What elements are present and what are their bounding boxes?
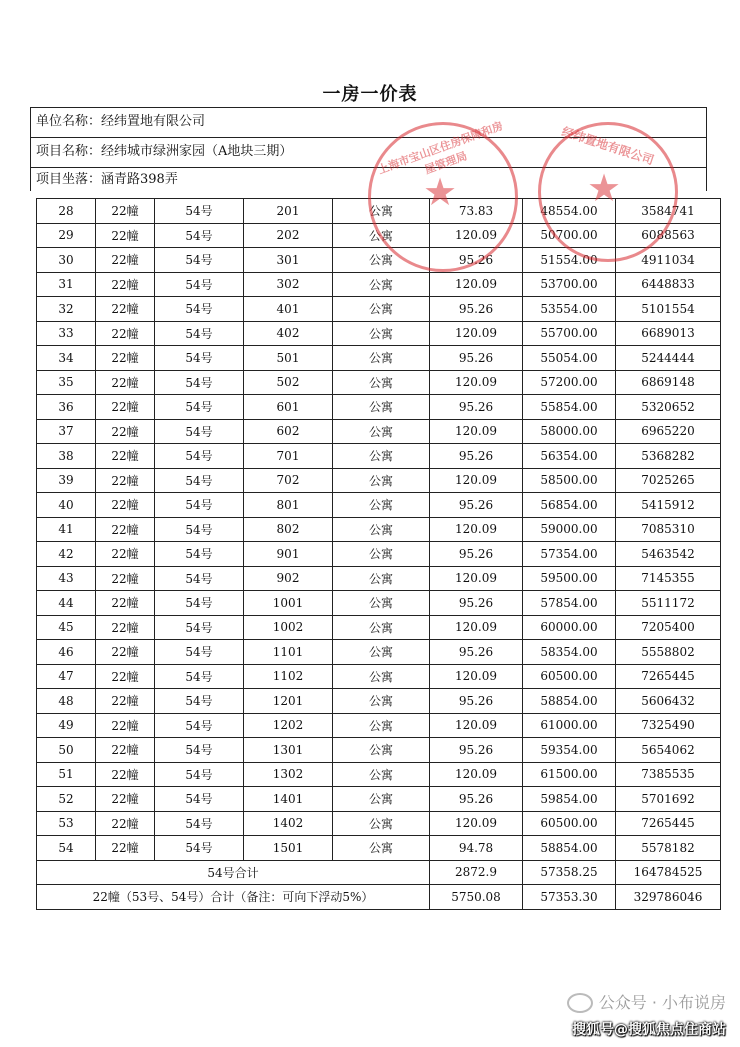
table-cell: 120.09: [430, 272, 523, 297]
table-cell: 6088563: [616, 223, 721, 248]
grand-total-row-total: 329786046: [616, 885, 721, 910]
table-cell: 公寓: [333, 811, 430, 836]
table-cell: 32: [37, 297, 96, 322]
table-cell: 22幢: [96, 640, 155, 665]
table-cell: 22幢: [96, 468, 155, 493]
table-cell: 30: [37, 248, 96, 273]
table-cell: 22幢: [96, 321, 155, 346]
table-cell: 95.26: [430, 297, 523, 322]
table-cell: 6965220: [616, 419, 721, 444]
table-cell: 201: [244, 199, 333, 224]
table-cell: 54号: [155, 836, 244, 861]
table-row: [37, 664, 721, 689]
subtotal-row-area: 2872.9: [430, 860, 523, 885]
subtotal-row-unit-price: 57358.25: [523, 860, 616, 885]
table-row: [37, 738, 721, 763]
table-row: [37, 615, 721, 640]
table-cell: 95.26: [430, 395, 523, 420]
table-cell: 120.09: [430, 762, 523, 787]
table-cell: 54号: [155, 199, 244, 224]
table-cell: 22幢: [96, 566, 155, 591]
table-row: [37, 493, 721, 518]
table-cell: 公寓: [333, 713, 430, 738]
table-cell: 1401: [244, 787, 333, 812]
table-row: [37, 468, 721, 493]
watermark: 搜狐号@搜狐焦点住商站: [572, 1022, 726, 1038]
table-cell: 4911034: [616, 248, 721, 273]
table-cell: 公寓: [333, 321, 430, 346]
table-row: [37, 787, 721, 812]
table-cell: 59000.00: [523, 517, 616, 542]
table-cell: 73.83: [430, 199, 523, 224]
table-cell: 902: [244, 566, 333, 591]
table-cell: 3584741: [616, 199, 721, 224]
table-cell: 22幢: [96, 248, 155, 273]
table-cell: 54号: [155, 713, 244, 738]
table-cell: 22幢: [96, 199, 155, 224]
table-cell: 公寓: [333, 493, 430, 518]
table-cell: 56354.00: [523, 444, 616, 469]
table-cell: 5463542: [616, 542, 721, 567]
table-cell: 42: [37, 542, 96, 567]
table-cell: 54号: [155, 517, 244, 542]
table-cell: 7325490: [616, 713, 721, 738]
table-cell: 公寓: [333, 762, 430, 787]
table-cell: 公寓: [333, 640, 430, 665]
table-cell: 22幢: [96, 395, 155, 420]
table-row: [37, 419, 721, 444]
table-cell: 801: [244, 493, 333, 518]
table-cell: 44: [37, 591, 96, 616]
table-cell: 54号: [155, 468, 244, 493]
table-cell: 49: [37, 713, 96, 738]
table-cell: 120.09: [430, 468, 523, 493]
table-row: [37, 517, 721, 542]
table-cell: 51: [37, 762, 96, 787]
table-cell: 22幢: [96, 444, 155, 469]
table-cell: 58854.00: [523, 836, 616, 861]
table-cell: 公寓: [333, 836, 430, 861]
table-cell: 7205400: [616, 615, 721, 640]
table-cell: 61500.00: [523, 762, 616, 787]
table-cell: 57854.00: [523, 591, 616, 616]
table-cell: 95.26: [430, 493, 523, 518]
table-cell: 95.26: [430, 248, 523, 273]
table-cell: 公寓: [333, 370, 430, 395]
table-cell: 54号: [155, 321, 244, 346]
table-cell: 94.78: [430, 836, 523, 861]
table-cell: 22幢: [96, 591, 155, 616]
table-cell: 502: [244, 370, 333, 395]
table-cell: 202: [244, 223, 333, 248]
table-cell: 59854.00: [523, 787, 616, 812]
table-cell: 公寓: [333, 738, 430, 763]
table-cell: 5511172: [616, 591, 721, 616]
table-row: [37, 346, 721, 371]
table-cell: 22幢: [96, 493, 155, 518]
table-cell: 7265445: [616, 811, 721, 836]
table-cell: 35: [37, 370, 96, 395]
table-cell: 1101: [244, 640, 333, 665]
price-table: [36, 198, 721, 910]
table-cell: 公寓: [333, 248, 430, 273]
table-cell: 22幢: [96, 836, 155, 861]
table-cell: 公寓: [333, 566, 430, 591]
grand-total-row-unit-price: 57353.30: [523, 885, 616, 910]
table-cell: 54号: [155, 395, 244, 420]
table-cell: 33: [37, 321, 96, 346]
table-cell: 120.09: [430, 811, 523, 836]
table-cell: 60500.00: [523, 811, 616, 836]
table-cell: 22幢: [96, 272, 155, 297]
table-cell: 95.26: [430, 689, 523, 714]
table-cell: 53: [37, 811, 96, 836]
table-cell: 56854.00: [523, 493, 616, 518]
table-row: [37, 640, 721, 665]
table-row: [37, 713, 721, 738]
grand-total-row-area: 5750.08: [430, 885, 523, 910]
table-cell: 54号: [155, 370, 244, 395]
table-cell: 45: [37, 615, 96, 640]
table-cell: 22幢: [96, 713, 155, 738]
table-cell: 7085310: [616, 517, 721, 542]
seal-star-icon: ★: [587, 166, 622, 210]
table-cell: 57200.00: [523, 370, 616, 395]
table-cell: 公寓: [333, 346, 430, 371]
table-cell: 54号: [155, 664, 244, 689]
seal-left-text: 上海市宝山区住房保障和房屋管理局: [376, 119, 505, 177]
table-cell: 公寓: [333, 395, 430, 420]
table-cell: 48: [37, 689, 96, 714]
table-cell: 公寓: [333, 517, 430, 542]
table-cell: 39: [37, 468, 96, 493]
table-cell: 22幢: [96, 689, 155, 714]
table-cell: 22幢: [96, 738, 155, 763]
table-cell: 公寓: [333, 199, 430, 224]
table-cell: 120.09: [430, 664, 523, 689]
table-cell: 50700.00: [523, 223, 616, 248]
table-cell: 55854.00: [523, 395, 616, 420]
table-cell: 公寓: [333, 297, 430, 322]
table-cell: 46: [37, 640, 96, 665]
table-row: [37, 542, 721, 567]
table-cell: 22幢: [96, 787, 155, 812]
table-cell: 61000.00: [523, 713, 616, 738]
table-cell: 1201: [244, 689, 333, 714]
table-cell: 公寓: [333, 689, 430, 714]
table-cell: 601: [244, 395, 333, 420]
table-cell: 58354.00: [523, 640, 616, 665]
table-cell: 120.09: [430, 517, 523, 542]
wechat-account: 公众号 · 小布说房: [598, 992, 726, 1012]
table-cell: 602: [244, 419, 333, 444]
table-cell: 公寓: [333, 419, 430, 444]
table-cell: 54号: [155, 419, 244, 444]
table-cell: 1302: [244, 762, 333, 787]
table-cell: 57354.00: [523, 542, 616, 567]
table-row: [37, 321, 721, 346]
table-cell: 5368282: [616, 444, 721, 469]
company-row: 单位名称：经纬置地有限公司: [30, 107, 707, 137]
table-cell: 43: [37, 566, 96, 591]
table-cell: 120.09: [430, 321, 523, 346]
table-cell: 58000.00: [523, 419, 616, 444]
page-title: 一房一价表: [322, 84, 418, 105]
table-cell: 5244444: [616, 346, 721, 371]
footer: [567, 990, 726, 1040]
table-cell: 36: [37, 395, 96, 420]
table-row: [37, 272, 721, 297]
table-cell: 95.26: [430, 444, 523, 469]
table-cell: 401: [244, 297, 333, 322]
table-cell: 41: [37, 517, 96, 542]
table-cell: 54: [37, 836, 96, 861]
table-cell: 501: [244, 346, 333, 371]
table-cell: 59500.00: [523, 566, 616, 591]
official-seal-left: [368, 119, 518, 272]
table-cell: 95.26: [430, 738, 523, 763]
table-cell: 47: [37, 664, 96, 689]
table-cell: 701: [244, 444, 333, 469]
table-cell: 22幢: [96, 615, 155, 640]
table-cell: 54号: [155, 640, 244, 665]
table-cell: 55700.00: [523, 321, 616, 346]
table-cell: 301: [244, 248, 333, 273]
table-cell: 802: [244, 517, 333, 542]
wechat-label: [567, 990, 726, 1014]
table-row: [37, 689, 721, 714]
table-row: [37, 444, 721, 469]
table-cell: 6869148: [616, 370, 721, 395]
table-cell: 58500.00: [523, 468, 616, 493]
table-cell: 22幢: [96, 517, 155, 542]
table-row: [37, 395, 721, 420]
table-cell: 1402: [244, 811, 333, 836]
table-cell: 28: [37, 199, 96, 224]
table-cell: 5654062: [616, 738, 721, 763]
table-cell: 7385535: [616, 762, 721, 787]
table-cell: 54号: [155, 542, 244, 567]
table-cell: 48554.00: [523, 199, 616, 224]
table-cell: 58854.00: [523, 689, 616, 714]
table-cell: 53554.00: [523, 297, 616, 322]
table-cell: 54号: [155, 297, 244, 322]
table-cell: 22幢: [96, 811, 155, 836]
table-row: [37, 370, 721, 395]
grand-total-row: [37, 885, 721, 910]
table-cell: 53700.00: [523, 272, 616, 297]
table-cell: 1102: [244, 664, 333, 689]
table-cell: 120.09: [430, 615, 523, 640]
table-cell: 34: [37, 346, 96, 371]
table-cell: 5415912: [616, 493, 721, 518]
table-cell: 6689013: [616, 321, 721, 346]
table-cell: 1301: [244, 738, 333, 763]
table-cell: 5101554: [616, 297, 721, 322]
subtotal-row-total: 164784525: [616, 860, 721, 885]
table-cell: 54号: [155, 689, 244, 714]
table-cell: 5558802: [616, 640, 721, 665]
table-row: [37, 836, 721, 861]
table-cell: 6448833: [616, 272, 721, 297]
table-cell: 公寓: [333, 542, 430, 567]
table-cell: 54号: [155, 615, 244, 640]
table-cell: 54号: [155, 787, 244, 812]
subtotal-row-label: 54号合计: [37, 860, 430, 885]
wechat-icon: [567, 993, 593, 1013]
table-cell: 29: [37, 223, 96, 248]
table-cell: 7025265: [616, 468, 721, 493]
table-cell: 120.09: [430, 419, 523, 444]
table-cell: 公寓: [333, 787, 430, 812]
table-cell: 50: [37, 738, 96, 763]
table-cell: 54号: [155, 591, 244, 616]
seal-star-icon: ★: [423, 170, 458, 214]
table-cell: 52: [37, 787, 96, 812]
table-cell: 702: [244, 468, 333, 493]
table-cell: 95.26: [430, 591, 523, 616]
table-cell: 22幢: [96, 346, 155, 371]
table-cell: 60000.00: [523, 615, 616, 640]
table-cell: 22幢: [96, 297, 155, 322]
table-cell: 37: [37, 419, 96, 444]
table-cell: 95.26: [430, 640, 523, 665]
table-cell: 公寓: [333, 615, 430, 640]
table-cell: 5606432: [616, 689, 721, 714]
table-cell: 901: [244, 542, 333, 567]
table-cell: 95.26: [430, 542, 523, 567]
table-cell: 22幢: [96, 542, 155, 567]
table-cell: 54号: [155, 811, 244, 836]
table-cell: 1002: [244, 615, 333, 640]
table-cell: 5320652: [616, 395, 721, 420]
table-cell: 31: [37, 272, 96, 297]
table-cell: 54号: [155, 444, 244, 469]
table-row: [37, 566, 721, 591]
table-cell: 40: [37, 493, 96, 518]
table-cell: 54号: [155, 248, 244, 273]
company-seal-right: [538, 122, 678, 262]
table-cell: 402: [244, 321, 333, 346]
table-row: [37, 762, 721, 787]
table-cell: 95.26: [430, 787, 523, 812]
table-cell: 54号: [155, 346, 244, 371]
table-cell: 22幢: [96, 370, 155, 395]
table-cell: 7265445: [616, 664, 721, 689]
table-cell: 公寓: [333, 468, 430, 493]
table-cell: 22幢: [96, 762, 155, 787]
table-cell: 120.09: [430, 566, 523, 591]
table-cell: 1001: [244, 591, 333, 616]
table-cell: 54号: [155, 223, 244, 248]
table-cell: 60500.00: [523, 664, 616, 689]
table-cell: 7145355: [616, 566, 721, 591]
table-cell: 5701692: [616, 787, 721, 812]
table-cell: 54号: [155, 566, 244, 591]
table-cell: 公寓: [333, 223, 430, 248]
table-cell: 55054.00: [523, 346, 616, 371]
table-cell: 54号: [155, 738, 244, 763]
table-row: [37, 811, 721, 836]
table-cell: 54号: [155, 272, 244, 297]
table-cell: 302: [244, 272, 333, 297]
table-cell: 22幢: [96, 419, 155, 444]
project-row: 项目名称：经纬城市绿洲家园（A地块三期）: [30, 137, 707, 167]
table-cell: 59354.00: [523, 738, 616, 763]
table-cell: 54号: [155, 762, 244, 787]
grand-total-row-label: 22幢（53号、54号）合计（备注：可向下浮动5%）: [37, 885, 430, 910]
subtotal-row: [37, 860, 721, 885]
table-cell: 5578182: [616, 836, 721, 861]
table-cell: 公寓: [333, 444, 430, 469]
table-cell: 公寓: [333, 272, 430, 297]
table-cell: 120.09: [430, 223, 523, 248]
table-cell: 95.26: [430, 346, 523, 371]
table-cell: 公寓: [333, 664, 430, 689]
table-cell: 22幢: [96, 223, 155, 248]
table-row: [37, 297, 721, 322]
table-cell: 1202: [244, 713, 333, 738]
seal-right-text: 经纬置地有限公司: [560, 124, 656, 168]
table-cell: 120.09: [430, 370, 523, 395]
table-cell: 51554.00: [523, 248, 616, 273]
table-cell: 120.09: [430, 713, 523, 738]
table-cell: 公寓: [333, 591, 430, 616]
table-cell: 54号: [155, 493, 244, 518]
table-cell: 1501: [244, 836, 333, 861]
table-cell: 38: [37, 444, 96, 469]
table-row: [37, 591, 721, 616]
table-cell: 22幢: [96, 664, 155, 689]
address-row: 项目坐落：涵青路398弄: [30, 167, 707, 191]
